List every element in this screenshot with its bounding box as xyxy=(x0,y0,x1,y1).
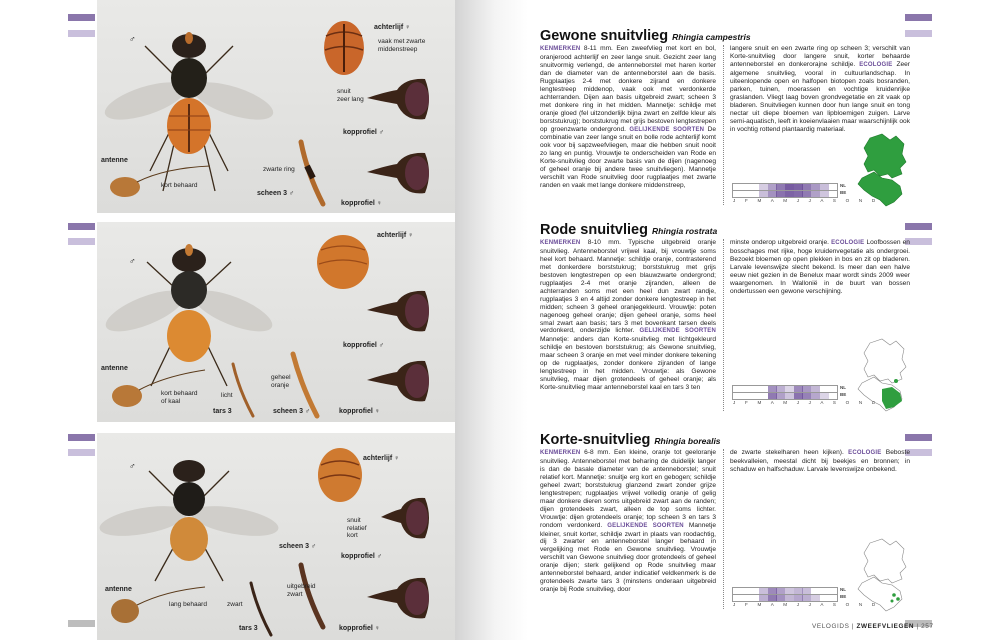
phenology-cell xyxy=(768,393,777,399)
phenology-cell xyxy=(811,393,820,399)
thumb-tab xyxy=(68,449,95,456)
phenology-cell xyxy=(802,393,811,399)
phenology-cell xyxy=(768,595,777,601)
description-text: langere snuit en een zwarte ring op scheen 3; verschilt van Korte-snuitvlieg door langere snuit, korter behaarde antenneborstel en donkerorajne schildje. xyxy=(730,45,910,68)
phenology-cell xyxy=(794,595,803,601)
page-number: 257 xyxy=(921,623,934,630)
species-name: Korte-snuitvlieg xyxy=(540,432,651,448)
phenology-cell xyxy=(785,191,794,197)
label-zwarte-ring: zwarte ring xyxy=(263,166,295,173)
label-achterlijf: achterlijf ♀ xyxy=(377,232,414,239)
label-kopprofiel-male: kopprofiel ♂ xyxy=(341,553,383,560)
description-text: 6-8 mm. Een kleine, oranje tot geeloranje snuitvlieg. Antenneborstel met beharing de duidelijk langer is dan de basale diameter van de antenneborstel; snuit relatief kort. Mannetje: snuitje erg kort en gebogen; schildje geheel zwart; borststukrug glanzend zwart zonder grijze lengtestrepen; rugplaatjes vrijwel volledig oranje of gelig maar donkere dieren soms uitgebreid zwart aan de randen; dijen grotendeels zwart, alleen de top soms lichter. Vrouwtje: dijen grotendeels oranje; top scheen 3 en tars 3 rondom verdonkerd. xyxy=(540,449,716,529)
section-keyword: KENMERKEN xyxy=(540,46,581,52)
label-tars: tars 3 xyxy=(213,408,232,415)
label-snuit: snuit zeer lang xyxy=(337,88,364,103)
phenology-cell xyxy=(794,191,803,197)
phenology-country-label: NL xyxy=(840,385,846,390)
label-achterlijf: achterlijf ♀ xyxy=(363,455,400,462)
label-scheen: scheen 3 ♂ xyxy=(273,408,311,415)
abdomen-photo xyxy=(315,445,365,505)
section-keyword: ECOLOGIE xyxy=(831,240,865,246)
phenology-cell xyxy=(759,393,768,399)
description-left xyxy=(540,45,716,190)
phenology-cell xyxy=(811,191,820,197)
description-text: 8-11 mm. Een zweefvlieg met kort en bol, oranjerood achterlijf en zeer lange snuit. Gezicht zeer lang snuitvormig verlengd, de antenneborstel met haren korter dan de diameter van de antenneborstel aan de basis. Rugplaatjes 2-4 met donkere zijrand en donkere lengtestreep middenop, vaak ook met verdonkerde achterranden. Dijen aan basis uitgebreid zwart; scheen 3 met donkere ring in het midden. Mannetje: schildje met oranje gloed (fel uitzonderlijk bijna zwart en zelfde kleur als borststukrug); borststukrug met grijs bestoven lengtestrepen op groenzwarte ondergrond. xyxy=(540,45,716,133)
phenology-cell xyxy=(750,595,759,601)
phenology-months: J F M A M J J A S O N D xyxy=(733,602,880,607)
label-behaard: lang behaard xyxy=(169,601,207,608)
sex-symbol: ♂ xyxy=(129,256,136,266)
phenology-cell xyxy=(776,191,785,197)
species-scientific-name: Rhingia borealis xyxy=(654,436,721,446)
page-fold xyxy=(455,0,528,640)
label-kopprofiel-male: kopprofiel ♂ xyxy=(343,342,385,349)
description-left xyxy=(540,239,716,392)
phenology-cell xyxy=(733,191,742,197)
tibia-photo xyxy=(293,138,333,208)
fly-photo xyxy=(105,441,275,591)
phenology-cell xyxy=(828,595,837,601)
thumb-tab xyxy=(68,14,95,21)
phenology-row xyxy=(732,190,838,198)
phenology-cell xyxy=(820,595,829,601)
head-profile-female xyxy=(365,356,435,406)
phenology-cell xyxy=(742,191,751,197)
species-name: Rode snuitvlieg xyxy=(540,222,648,238)
distribution-map xyxy=(852,130,922,210)
description-text: Zeer algemene snuitvlieg, vooral in cultuurlandschap. In uiteenlopende open en halfopen biotopen zoals bosranden, parken, tuinen, moerassen en vochtige kruidenrijke graslanden. Vliegt laag boven grondvegetatie en zit vaak op bladeren. Snuitvliegen kunnen door hun lange snuit en tong nectar uit diepe bloemen van lipbloemigen zuigen. Larve semi-aquatisch, leeft in koeienvlaaien maar waarschijnlijk ook in vochtig rottend plantaardig materiaal. xyxy=(730,60,911,133)
section-keyword: GELIJKENDE SOORTEN xyxy=(639,328,716,335)
phenology-cell xyxy=(820,393,829,399)
section-keyword: KENMERKEN xyxy=(540,450,581,456)
head-profile-female xyxy=(365,573,435,623)
thumb-tab xyxy=(68,223,95,230)
column-divider xyxy=(723,449,724,609)
label-antenne: antenne xyxy=(101,365,128,372)
plate-rode-snuitvlieg xyxy=(97,222,455,422)
phenology-row xyxy=(732,392,838,400)
species-name: Gewone snuitvlieg xyxy=(540,28,669,44)
label-achterlijf: achterlijf ♀ xyxy=(374,24,411,31)
phenology-months: J F M A M J J A S O N D xyxy=(733,400,880,405)
section-keyword: GELIJKENDE SOORTEN xyxy=(629,126,705,133)
antenna-photo xyxy=(105,162,215,212)
phenology-country-label: BE xyxy=(840,594,847,599)
plate-korte-snuitvlieg xyxy=(97,433,455,640)
thumb-tab xyxy=(68,238,95,245)
column-divider xyxy=(723,239,724,411)
phenology-country-label: NL xyxy=(840,587,846,592)
phenology-cell xyxy=(828,191,837,197)
thumb-tab xyxy=(905,30,932,37)
antenna-photo xyxy=(105,368,215,418)
label-kopprofiel-female: kopprofiel ♀ xyxy=(339,408,381,415)
label-antenne: antenne xyxy=(105,586,132,593)
description-text: Mannetje kleiner, snuit korter, schildje zwart in plaats van roodachtig, dij 3 zwarter en antenneborstel langer behaard in vergelijking met Rode en Gewone snuitvlieg. Vrouwtje verschilt van Gewone snuitvlieg door grotendeels of geheel oranje dijen; sterk gelijkend op Rode snuitvlieg maar antenneborstel behaard, ander indicatief veldkenmerk is de grotendeels zwarte tars 3 (minstens onderaan uitgebreid oranje bij Rode snuitvlieg, door xyxy=(540,521,716,594)
thumb-tab xyxy=(68,620,95,627)
phenology-cell xyxy=(733,393,742,399)
phenology-row xyxy=(732,594,838,602)
head-profile-male xyxy=(365,74,435,124)
phenology-cell xyxy=(776,595,785,601)
phenology-cell xyxy=(785,393,794,399)
label-kopprofiel-male: kopprofiel ♂ xyxy=(343,129,385,136)
column-divider xyxy=(723,45,724,205)
species-title xyxy=(540,28,751,44)
label-uitgebreid-zwart: uitgebreid zwart xyxy=(287,583,316,598)
distribution-map xyxy=(852,335,922,415)
label-antenne: antenne xyxy=(101,157,128,164)
phenology-cell xyxy=(768,191,777,197)
phenology-chart xyxy=(732,183,880,203)
label-tars: tars 3 xyxy=(239,625,258,632)
label-behaard: kort behaard xyxy=(161,182,198,189)
phenology-months: J F M A M J J A S O N D xyxy=(733,198,880,203)
section-keyword: ECOLOGIE xyxy=(848,450,882,456)
abdomen-photo xyxy=(313,232,373,292)
phenology-cell xyxy=(794,393,803,399)
phenology-cell xyxy=(742,595,751,601)
label-zwart: zwart xyxy=(227,601,243,608)
thumb-tab xyxy=(905,223,932,230)
description-left xyxy=(540,449,716,594)
thumb-tab xyxy=(905,14,932,21)
label-kopprofiel-female: kopprofiel ♀ xyxy=(339,625,381,632)
phenology-cell xyxy=(785,595,794,601)
footer-chapter: ZWEEFVLIEGEN xyxy=(856,623,915,630)
phenology-cell xyxy=(733,595,742,601)
description-right xyxy=(730,239,910,296)
label-snuit: snuit relatief kort xyxy=(347,517,367,539)
head-profile-male xyxy=(375,493,435,543)
phenology-cell xyxy=(742,393,751,399)
description-text: de zwarte stekelharen heen kijken). xyxy=(730,449,849,456)
phenology-cell xyxy=(828,393,837,399)
label-middenstreep: vaak met zwarte middenstreep xyxy=(378,38,426,53)
label-scheen: scheen 3 ♂ xyxy=(257,190,295,197)
description-text: minste onderop uitgebreid oranje. xyxy=(730,239,832,246)
section-keyword: KENMERKEN xyxy=(540,240,581,246)
label-behaard: kort behaard of kaal xyxy=(161,390,198,405)
plate-gewone-snuitvlieg xyxy=(97,0,455,213)
thumb-tab xyxy=(68,30,95,37)
description-right xyxy=(730,45,910,133)
label-licht: licht xyxy=(221,392,233,399)
species-scientific-name: Rhingia campestris xyxy=(672,32,751,42)
description-right xyxy=(730,449,910,474)
footer-section: VELOGIDS xyxy=(812,623,850,630)
label-kopprofiel-female: kopprofiel ♀ xyxy=(341,200,383,207)
description-text: Beboste beekvalleien, meestal dicht bij beekjes en bronnen; in schaduw en halfschaduw. Larvale levenswijze onbekend. xyxy=(730,449,911,473)
distribution-map xyxy=(852,535,922,615)
phenology-cell xyxy=(759,191,768,197)
description-text: Loofbossen en bosschages met rijke, hoge kruidenvegetatie als ondergroei. Bezoekt bloemen op open plekken in bos en zit op bladeren. Larvale levenswijze slecht bekend. Is meer dan een halve eeuw niet gezien in de Benelux maar wordt sinds 2009 weer waargenomen. In Wallonië in de buurt van bossen ondertussen een gewone verschijning. xyxy=(730,239,910,295)
page-footer: VELOGIDS | ZWEEFVLIEGEN | 257 xyxy=(812,623,934,630)
phenology-country-label: NL xyxy=(840,183,846,188)
phenology-country-label: BE xyxy=(840,392,847,397)
thumb-tab xyxy=(68,434,95,441)
species-title xyxy=(540,222,717,238)
description-text: Mannetje: anders dan Korte-snuitvlieg met lichtgekleurd schildje en bestoven borststukrug; als Gewone snuitvlieg, maar scheen 3 oranje en met veel minder donkere tekening op de rugplaatjes, zonder donkere zijranden of lange lengtestreep in het midden. Vrouwtje: als Gewone snuitvlieg, maar dijen grotendeels of geheel oranje; als Korte-snuitvlieg maar antenneborstel kaal en tars 3 ten xyxy=(540,336,716,392)
description-text: De combinatie van zeer lange snuit en bolle rode achterlijf komt ook voor bij sapzweefvliegen, maar die hebben snuit nooit zo lang en puntig. Vrouwtje te onderscheiden van Rode en Korte-snuitvlieg door zwarte basis van de dijen (nagenoeg of geheel oranje bij andere twee snuitvliegen). Mannetje verschilt van Rode snuitvlieg door rugplaatjes met zwarte randen en vaak met lange donkere middenstreep, xyxy=(540,125,717,190)
section-keyword: GELIJKENDE SOORTEN xyxy=(607,522,684,529)
thumb-tab xyxy=(905,434,932,441)
phenology-chart xyxy=(732,587,880,607)
sex-symbol: ♂ xyxy=(129,461,136,471)
label-geheel-oranje: geheel oranje xyxy=(271,374,291,389)
phenology-cell xyxy=(759,595,768,601)
phenology-cell xyxy=(750,393,759,399)
description-text: 8-10 mm. Typische uitgebreid oranje snuitvlieg. Antenneborstel vrijwel kaal, bij vrouwtje soms heel kort behaard. Mannetje: schildje oranje, contrasterend met donkerdere borststukrug; borststukrug met grijs bestoven lengtestrepen op een blauwzwarte ondergrond; rugplaatjes 2-4 met oranje zijranden, alleen de achterranden soms met een heel dun zwart randje, rugplaatjes 3 en 4 altijd zonder donkere lengtestreep in het midden; scheen 3 geheel oranjegekleurd. Vrouwtje: poten nagenoeg geheel oranje; dijen geheel oranje, soms heel smal zwart aan basis; tars 3 met bovenkant tarsen deels verdonkerd, onderzijde lichter. xyxy=(540,239,716,335)
head-profile-female xyxy=(365,148,435,198)
phenology-cell xyxy=(802,191,811,197)
species-scientific-name: Rhingia rostrata xyxy=(652,226,718,236)
phenology-chart xyxy=(732,385,880,405)
label-scheen: scheen 3 ♂ xyxy=(279,543,317,550)
abdomen-photo xyxy=(319,18,369,78)
phenology-cell xyxy=(820,191,829,197)
phenology-cell xyxy=(750,191,759,197)
phenology-cell xyxy=(811,595,820,601)
phenology-cell xyxy=(776,393,785,399)
phenology-cell xyxy=(802,595,811,601)
section-keyword: ECOLOGIE xyxy=(859,61,893,68)
tarsus-photo xyxy=(229,360,259,420)
head-profile-male xyxy=(365,286,435,336)
species-title xyxy=(540,432,721,448)
sex-symbol: ♂ xyxy=(129,34,136,44)
phenology-country-label: BE xyxy=(840,190,847,195)
